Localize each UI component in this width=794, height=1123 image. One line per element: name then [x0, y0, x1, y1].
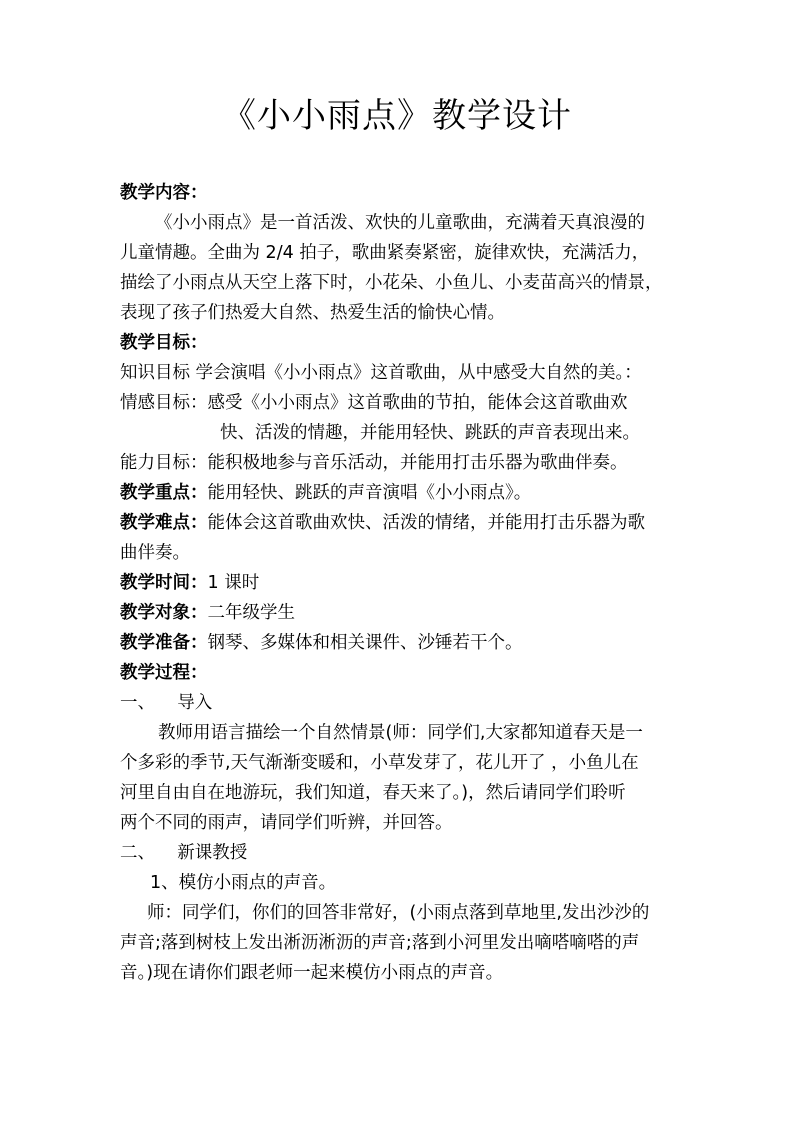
- intro-line: 河里自由自在地游玩，我们知道，春天来了。)，然后请同学们聆听: [120, 783, 626, 803]
- process-heading: 教学过程：: [120, 663, 208, 683]
- intro-line: 教师用语言描绘一个自然情景(师：同学们,大家都知道春天是一: [158, 723, 643, 743]
- teaching-time: [120, 568, 259, 598]
- objectives-heading: 教学目标：: [120, 333, 208, 353]
- knowledge-objective: 知识目标 学会演唱《小小雨点》这首歌曲，从中感受大自然的美。：: [120, 363, 642, 383]
- teaching-audience: [120, 598, 295, 628]
- teacher-line: 音。)现在请你们跟老师一起来模仿小雨点的声音。: [120, 963, 504, 983]
- difficulty-text: 能体会这首歌曲欢快、活泼的情绪，并能用打击乐器为歌: [207, 513, 645, 533]
- ability-objective: 能力目标：能积极地参与音乐活动，并能用打击乐器为歌曲伴奏。: [120, 453, 628, 473]
- key-point: [120, 478, 531, 508]
- sub-item-imitate: 1、模仿小雨点的声音。: [150, 873, 337, 893]
- key-point-label: 教学重点：: [120, 483, 208, 503]
- teacher-line: 声音;落到树枝上发出淅沥淅沥的声音;落到小河里发出嘀嗒嘀嗒的声: [120, 933, 640, 953]
- section-intro-heading: 一、 导入: [120, 693, 213, 713]
- time-label: 教学时间：: [120, 573, 208, 593]
- intro-line: 两个不同的雨声，请同学们听辨，并回答。: [120, 813, 453, 833]
- content-line: 表现了孩子们热爱大自然、热爱生活的愉快心情。: [120, 303, 505, 323]
- preparation-label: 教学准备：: [120, 633, 208, 653]
- emotion-objective: 情感目标：感受《小小雨点》这首歌曲的节拍，能体会这首歌曲欢: [120, 393, 628, 413]
- difficulty-cont: 曲伴奏。: [120, 543, 190, 563]
- emotion-objective-cont: 快、活泼的情趣，并能用轻快、跳跃的声音表现出来。: [220, 423, 640, 443]
- intro-line: 个多彩的季节,天气渐渐变暖和，小草发芽了，花儿开了 ，小鱼儿在: [120, 753, 639, 773]
- audience-label: 教学对象：: [120, 603, 208, 623]
- teacher-line: 师：同学们，你们的回答非常好，(小雨点落到草地里,发出沙沙的: [147, 903, 650, 923]
- section-new-lesson-heading: 二、 新课教授: [120, 843, 248, 863]
- audience-text: 二年级学生: [207, 603, 295, 623]
- key-point-text: 能用轻快、跳跃的声音演唱《小小雨点》。: [207, 483, 532, 503]
- teaching-preparation: [120, 628, 523, 658]
- content-heading: 教学内容：: [120, 183, 208, 203]
- document-title: 《小小雨点》教学设计: [222, 96, 572, 136]
- content-line: 《小小雨点》是一首活泼、欢快的儿童歌曲，充满着天真浪漫的: [155, 213, 645, 233]
- preparation-text: 钢琴、多媒体和相关课件、沙锤若干个。: [207, 633, 523, 653]
- time-text: 1 课时: [207, 573, 260, 593]
- content-line: 儿童情趣。全曲为 2/4 拍子，歌曲紧奏紧密，旋律欢快，充满活力，: [120, 243, 650, 263]
- difficulty: [120, 508, 645, 538]
- content-line: 描绘了小雨点从天空上落下时，小花朵、小鱼儿、小麦苗高兴的情景，: [120, 273, 663, 293]
- difficulty-label: 教学难点：: [120, 513, 208, 533]
